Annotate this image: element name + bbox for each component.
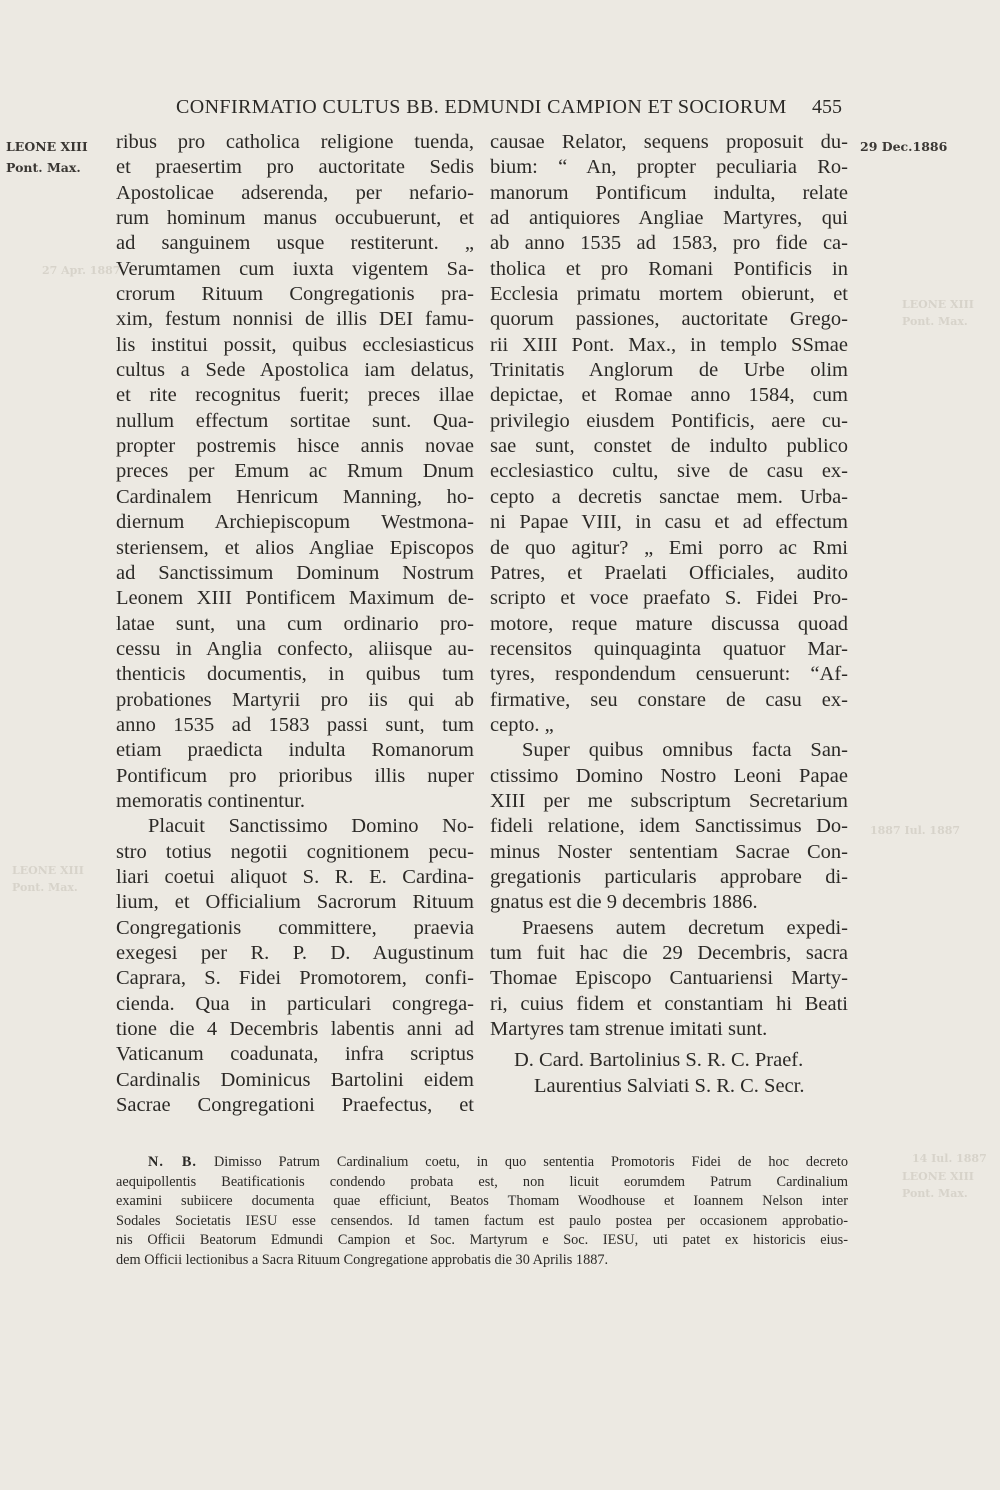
text-line: latae sunt, una cum ordinario pro-: [116, 612, 474, 635]
text-line: thenticis documentis, in quibus tum: [116, 663, 474, 686]
left-text-column: [116, 130, 474, 1118]
running-title: CONFIRMATIO CULTUS BB. EDMUNDI CAMPION ET SOCIORUM: [176, 96, 787, 118]
text-line: lis institui possit, quibus ecclesiasticus: [116, 333, 474, 356]
show-through-text: 27 Apr. 1887: [42, 264, 121, 277]
text-line: et rite recognitus fuerit; preces illae: [116, 384, 474, 407]
text-line: cepto. „: [490, 713, 554, 736]
text-line: Super quibus omnibus facta San-: [522, 739, 848, 762]
text-line: Apostolicae adserenda, per nefario-: [116, 181, 474, 204]
text-line: Martyres tam strenue imitati sunt.: [490, 1018, 768, 1041]
text-line: ecclesiastico cultu, sive de casu ex-: [490, 460, 848, 483]
text-line: propter postremis hisce annis novae: [116, 435, 474, 458]
text-line: Vaticanum coadunata, infra scriptus: [116, 1043, 474, 1066]
text-line: Cardinalem Henricum Manning, ho-: [116, 485, 474, 508]
text-line: Trinitatis Anglorum de Urbe olim: [490, 359, 848, 382]
text-line: tyres, respondendum censuerunt: “Af-: [490, 663, 848, 686]
show-through-text: Pont. Max.: [902, 1187, 968, 1200]
text-line: bium: “ An, propter peculiaria Ro-: [490, 156, 848, 179]
show-through-text: Pont. Max.: [12, 881, 78, 894]
text-line: Ecclesia primatu mortem obierunt, et: [490, 283, 848, 306]
text-line: rii XIII Pont. Max., in templo SSmae: [490, 333, 848, 356]
text-line: Leonem XIII Pontificem Maximum de-: [116, 587, 474, 610]
footnote-line: aequipollentis Beatificationis condendo probata est, non licuit eorumdem Patrum Cardinalium: [116, 1173, 848, 1190]
text-line: ab anno 1535 ad 1583, pro fide ca-: [490, 232, 848, 255]
margin-note-line: Pont. Max.: [6, 160, 81, 175]
text-line: tum fuit hac die 29 Decembris, sacra: [490, 942, 848, 964]
text-line: steriensem, et alios Angliae Episcopos: [116, 536, 474, 559]
text-line: cultus a Sede Apostolica iam delatus,: [116, 359, 474, 382]
text-line: XIII per me subscriptum Secretarium: [490, 789, 848, 812]
text-line: anno 1535 ad 1583 passi sunt, tum: [116, 713, 474, 736]
text-line: rum hominum manus occubuerunt, et: [116, 207, 474, 230]
footnote-line: dem Officii lectionibus a Sacra Rituum Congregatione approbatis die 30 Aprilis 1887.: [116, 1251, 609, 1268]
text-line: lium, et Officialium Sacrorum Rituum: [116, 891, 474, 914]
text-line: privilegio eiusdem Pontificis, aere cu-: [490, 409, 848, 432]
text-line: ad Sanctissimum Dominum Nostrum: [116, 561, 474, 584]
text-line: cessu in Anglia confecto, aliisque au-: [116, 637, 474, 660]
text-line: et praesertim pro auctoritate Sedis: [116, 156, 474, 179]
text-line: Verumtamen cum iuxta vigentem Sa-: [116, 257, 474, 280]
text-line: fideli relatione, idem Sanctissimus Do-: [490, 815, 848, 838]
show-through-text: 1887 Iul. 1887: [870, 824, 961, 837]
text-line: gnatus est die 9 decembris 1886.: [490, 891, 758, 914]
running-header: [0, 96, 1000, 126]
signature-prefect: D. Card. Bartolinius S. R. C. Praef.: [514, 1049, 804, 1072]
text-line: etiam praedicta indulta Romanorum: [116, 739, 474, 762]
text-line: quorum passiones, auctoritate Grego-: [490, 308, 848, 331]
text-line: Cardinalis Dominicus Bartolini eidem: [116, 1068, 474, 1091]
page-number: 455: [812, 96, 842, 118]
show-through-text: 14 Iul. 1887: [912, 1152, 987, 1165]
margin-note-pontificate: [6, 136, 88, 178]
text-line: Patres, et Praelati Officiales, audito: [490, 561, 848, 584]
text-line: ribus pro catholica religione tuenda,: [116, 131, 474, 153]
footnote-lead: N. B.: [148, 1154, 197, 1170]
text-line: minus Noster sententiam Sacrae Con-: [490, 840, 848, 863]
footnote-line: examini subiicere documenta quae efficiunt, Beatos Thomam Woodhouse et Ioannem Nelson inter: [116, 1193, 848, 1210]
show-through-text: LEONE XIII: [902, 1170, 974, 1183]
text-line: crorum Rituum Congregationis pra-: [116, 283, 474, 306]
text-line: ad antiquiores Angliae Martyres, qui: [490, 207, 848, 230]
show-through-text: LEONE XIII: [902, 298, 974, 311]
footnote-line: Sodales Societatis IESU esse censendos. Id tamen factum est paulo postea per occasionem approbatio-: [116, 1212, 848, 1229]
text-line: Praesens autem decretum expedi-: [522, 916, 848, 939]
text-line: cienda. Qua in particulari congrega-: [116, 992, 474, 1015]
footnote-text: Dimisso Patrum Cardinalium coetu, in quo sententia Promotoris Fidei de hoc decreto: [213, 1154, 849, 1170]
margin-note-line: LEONE XIII: [6, 139, 88, 154]
text-line: tholica et pro Romani Pontificis in: [490, 257, 848, 280]
text-line: ad sanguinem usque restiterunt. „: [116, 232, 474, 255]
text-line: de quo agitur? „ Emi porro ac Rmi: [490, 536, 848, 559]
text-line: tione die 4 Decembris labentis anni ad: [116, 1018, 474, 1041]
text-line: ri, cuius fidem et constantiam hi Beati: [490, 992, 848, 1015]
text-line: Placuit Sanctissimo Domino No-: [148, 815, 474, 838]
show-through-text: LEONE XIII: [12, 864, 84, 877]
text-line: motore, reque mature discussa quoad: [490, 612, 848, 635]
text-line: Thomae Episcopo Cantuariensi Marty-: [490, 967, 848, 990]
margin-note-date: 29 Dec.1886: [860, 139, 948, 154]
text-line: Congregationis committere, praevia: [116, 916, 474, 939]
text-line: cepto a decretis sanctae mem. Urba-: [490, 485, 848, 508]
text-line: gregationis particularis approbare di-: [490, 865, 848, 888]
text-line: xim, festum nonnisi de illis DEI famu-: [116, 308, 474, 331]
show-through-text: Pont. Max.: [902, 315, 968, 328]
text-line: probationes Martyrii pro iis qui ab: [116, 688, 474, 711]
text-line: Sacrae Congregationi Praefectus, et: [116, 1094, 474, 1117]
text-line: memoratis continentur.: [116, 789, 306, 812]
text-line: diernum Archiepiscopum Westmona-: [116, 511, 474, 534]
text-line: ni Papae VIII, in casu et ad effectum: [490, 511, 848, 534]
text-line: depictae, et Romae anno 1584, cum: [490, 384, 848, 407]
text-line: exegesi per R. P. D. Augustinum: [116, 942, 474, 964]
signature-secretary: Laurentius Salviati S. R. C. Secr.: [534, 1074, 805, 1097]
text-line: stro totius negotii cognitionem pecu-: [116, 840, 474, 863]
text-line: Caprara, S. Fidei Promotorem, confi-: [116, 967, 474, 990]
text-line: causae Relator, sequens proposuit du-: [490, 131, 848, 153]
text-line: manorum Pontificum indulta, relate: [490, 181, 848, 204]
right-text-column: [490, 130, 848, 1099]
text-line: Pontificum pro prioribus illis nuper: [116, 764, 474, 787]
footnote: [116, 1153, 848, 1271]
text-line: scripto et voce praefato S. Fidei Pro-: [490, 587, 848, 610]
text-line: recensitos quinquaginta quatuor Mar-: [490, 637, 848, 660]
footnote-line: nis Officii Beatorum Edmundi Campion et Soc. Martyrum e Soc. IESU, uti patet ex historicis eius-: [116, 1232, 848, 1249]
text-line: liari coetui aliquot S. R. E. Cardina-: [116, 865, 474, 888]
footnote-line: [116, 1153, 848, 1173]
text-line: nullum effectum sortitae sunt. Qua-: [116, 409, 474, 432]
text-line: ctissimo Domino Nostro Leoni Papae: [490, 764, 848, 787]
text-line: firmative, seu constare de casu ex-: [490, 688, 848, 711]
text-line: sae sunt, constet de indulto publico: [490, 435, 848, 458]
text-line: preces per Emum ac Rmum Dnum: [116, 460, 474, 483]
